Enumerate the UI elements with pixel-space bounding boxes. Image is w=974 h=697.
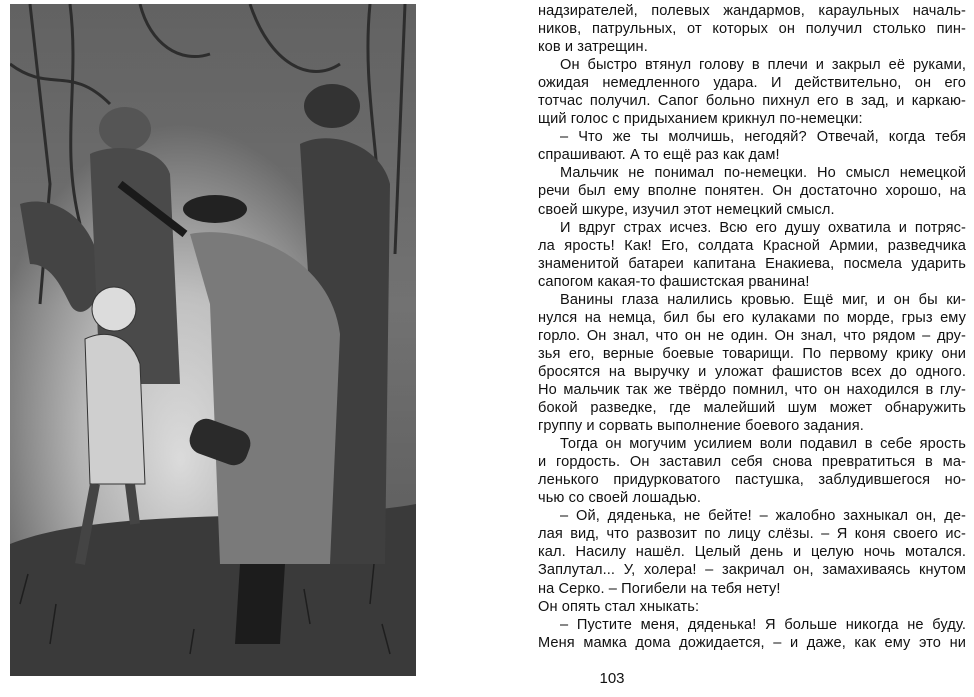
- text-line: лая вид, что развозит по лицу слёзы. – Я коня своего ис-: [538, 526, 966, 543]
- text-line: Но мальчик так же твёрдо помнил, что он находился в глу-: [538, 381, 966, 398]
- text-line: Тогда он могучим усилием воли подавил в себе ярость: [560, 436, 966, 453]
- text-line: кал. Насилу нашёл. Целый день и целую ночь мотался.: [538, 544, 966, 561]
- text-line: И вдруг страх исчез. Всю его душу охватила и потряс-: [560, 219, 966, 236]
- text-line: зья его, верные боевые товарищи. По первому крику они: [538, 345, 966, 362]
- text-line: горло. Он знал, что он не один. Он знал, что рядом – дру-: [538, 327, 966, 344]
- text-line: Меня мамка дома дожидается, – и даже, как ему это ни: [538, 634, 966, 651]
- text-line: и гордость. Он заставил себя снова превратиться в ма-: [538, 454, 966, 471]
- text-line: группу и сорвать выполнение боевого задания.: [538, 418, 864, 435]
- text-line: тотчас получил. Сапог больно пихнул его в зад, и каркаю-: [538, 93, 966, 110]
- text-line: Мальчик не понимал по-немецки. Но смысл немецкой: [560, 165, 966, 182]
- text-line: бокой разведке, где малейший шум может обнаружить: [538, 400, 966, 417]
- text-line: спрашивают. А то ещё раз как дам!: [538, 147, 780, 164]
- text-line: речи был ему вполне понятен. Он достаточно хорошо, на: [538, 183, 966, 200]
- text-line: – Что же ты молчишь, негодяй? Отвечай, когда тебя: [560, 129, 966, 146]
- text-line: ков и затрещин.: [538, 39, 648, 56]
- text-line: – Ой, дяденька, не бейте! – жалобно захныкал он, де-: [560, 508, 966, 525]
- text-line: своей шкуре, изучил этот немецкий смысл.: [538, 201, 835, 218]
- text-line: ожидая немедленного удара. И действительно, он его: [538, 75, 966, 92]
- text-line: ников, патрульных, от которых он получил столько пин-: [538, 21, 966, 38]
- body-text: [538, 2, 966, 652]
- text-line: ла ярость! Как! Его, солдата Красной Армии, разведчика: [538, 237, 966, 254]
- text-line: нулся на немца, бил бы его кулаками по морде, грыз ему: [538, 309, 966, 326]
- text-line: надзирателей, полевых жандармов, караульных началь-: [538, 3, 966, 19]
- illustration: [10, 4, 416, 676]
- text-line: сапогом какая-то фашистская рванина!: [538, 273, 810, 290]
- text-line: – Пустите меня, дяденька! Я больше никогда не буду.: [560, 616, 966, 633]
- page-number: 103: [599, 670, 625, 687]
- text-line: на Серко. – Погибели на тебя нету!: [538, 580, 781, 597]
- text-line: Ванины глаза налились кровью. Ещё миг, и он бы ки-: [560, 291, 966, 308]
- forest-scene-illustration: [10, 4, 416, 676]
- text-line: ленького придурковатого пастушка, заблудившегося но-: [538, 472, 966, 489]
- text-line: чью со своей лошадью.: [538, 490, 702, 507]
- text-line: знаменитой батареи капитана Енакиева, посмела ударить: [538, 255, 966, 272]
- text-line: щий голос с придыханием крикнул по-немецки:: [538, 111, 863, 128]
- text-line: Заплутал... У, холера! – закричал он, замахиваясь кнутом: [538, 562, 966, 579]
- text-line: бросятся на выручку и уложат фашистов всех до одного.: [538, 363, 966, 380]
- text-line: Он быстро втянул голову в плечи и закрыл её руками,: [560, 57, 966, 74]
- text-line: Он опять стал хныкать:: [538, 598, 700, 615]
